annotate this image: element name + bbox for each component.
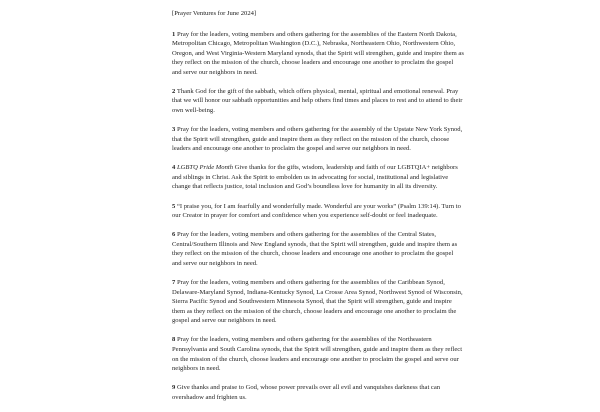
prayer-entry (172, 383, 464, 402)
prayer-entry-body: Give thanks for the gifts, wisdom, leadership and faith of our LGBTQIA+ neighbors and siblings in Christ. Ask the Spirit to embolden us in advocating for social, institutional and legislative change that reflects justice, total inclusion and God’s boundless love for humanity in all its diversity. (172, 164, 458, 191)
prayer-entry (172, 230, 464, 268)
prayer-entry-body: Pray for the leaders, voting members and others gathering for the assemblies of the Eastern North Dakota, Metropolitan Chicago, Metropolitan Washington (D.C.), Nebraska, Northeastern Ohio, Northwestern Ohio, Oregon, and West Virginia-Western Maryland synods, that the Spirit will strengthen, guide and inspire them as they reflect on the mission of the church, choose leaders and encourage one another to proclaim the gospel and serve our neighbors in need. (172, 30, 464, 76)
prayer-entry (172, 278, 464, 326)
prayer-entry-body: Give thanks and praise to God, whose power prevails over all evil and vanquishes darkness that can overshadow and frighten us. (172, 384, 441, 401)
prayer-entry (172, 125, 464, 154)
prayer-entry-body: Pray for the leaders, voting members and others gathering for the assemblies of the Northeastern Pennsylvania and South Carolina synods, that the Spirit will strengthen, guide and inspire them as they reflect on the mission of the church, choose leaders and encourage one another to proclaim the gospel and serve our neighbors in need. (172, 336, 463, 373)
document-text-column (172, 9, 464, 412)
prayer-entry (172, 30, 464, 78)
prayer-entries-list (172, 30, 464, 403)
document-header: [Prayer Ventures for June 2024] (172, 10, 257, 17)
prayer-entry-body: Pray for the leaders, voting members and others gathering for the assembly of the Upstate New York Synod, that the Spirit will strengthen, guide and inspire them as they reflect on the mission of the church, choose leaders and encourage one another to proclaim the gospel and serve our neighbors in need. (172, 126, 463, 153)
prayer-entry-number: 7 (172, 279, 176, 287)
prayer-entry-body: Pray for the leaders, voting members and others gathering for the assemblies of the Central States, Central/Southern Illinois and New England synods, that the Spirit will strengthen, guide and inspire them as they reflect on the mission of the church, choose leaders and encourage one another to proclaim the gospel and serve our neighbors in need. (172, 231, 458, 267)
prayer-entry-number: 9 (172, 384, 176, 392)
prayer-entry-body: Pray for the leaders, voting members and others gathering for the assemblies of the Caribbean Synod, Delaware-Maryland Synod, Indiana-Kentucky Synod, La Crosse Area Synod, Northwest Synod of Wisconsin, Sierra Pacific Synod and Southwestern Minnesota Synod, that the Spirit will strengthen, guide and inspire them as they reflect on the mission of the church, choose leaders and encourage one another to proclaim the gospel and serve our neighbors in need. (172, 279, 463, 325)
prayer-entry-number: 5 (172, 202, 176, 210)
prayer-entry (172, 87, 464, 116)
prayer-entry (172, 163, 464, 192)
prayer-entry (172, 202, 464, 221)
prayer-entry-number: 8 (172, 336, 176, 344)
prayer-entry-number: 4 (172, 164, 176, 172)
prayer-entry-number: 2 (172, 87, 176, 95)
prayer-entry-body: Thank God for the gift of the sabbath, which offers physical, mental, spiritual and emotional renewal. Pray that we will honor our sabbath opportunities and help others find times and places to rest and to attend to their own well-being. (172, 87, 463, 115)
prayer-entry-number: 3 (172, 126, 176, 134)
prayer-entry-theme: LGBTQ Pride Month (176, 164, 233, 172)
prayer-entry (172, 335, 464, 373)
prayer-entry-number: 1 (172, 30, 176, 38)
prayer-entry-number: 6 (172, 231, 176, 239)
prayer-entry-body: “I praise you, for I am fearfully and wonderfully made. Wonderful are your works” (Psalm 139:14). Turn to our Creator in prayer for comfort and confidence when you experience self-doubt or feel inadequate. (172, 202, 461, 220)
